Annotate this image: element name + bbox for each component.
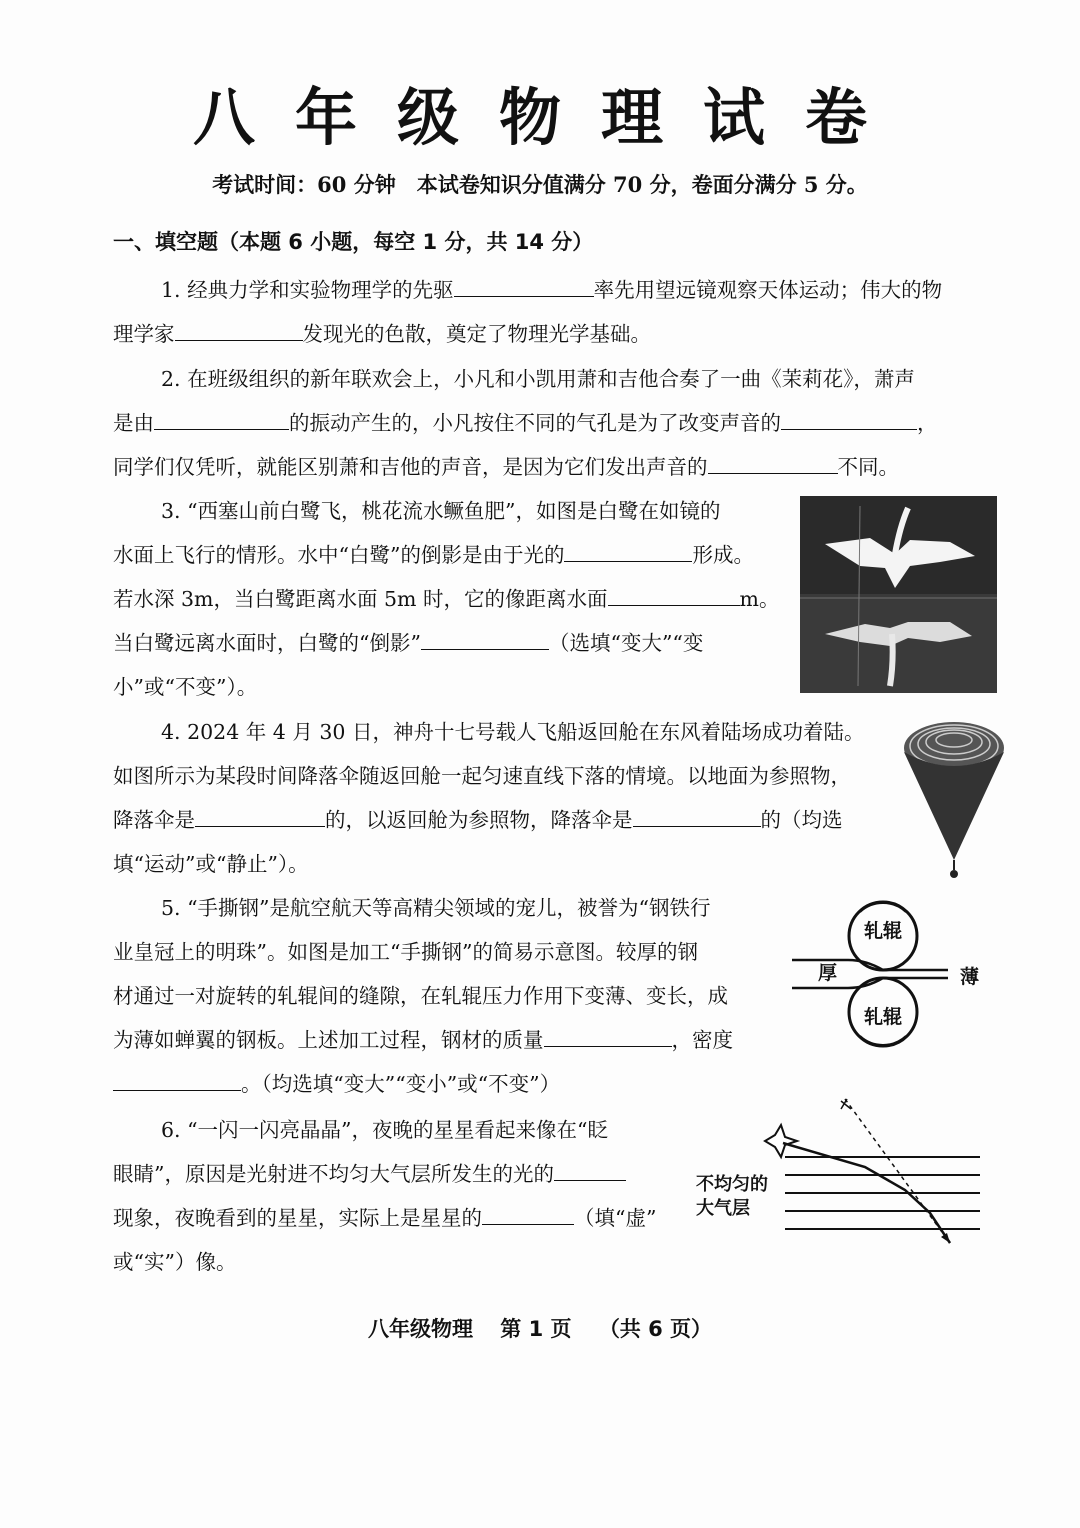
q6-text: （填“虚” <box>574 1206 657 1230</box>
exam-info: 考试时间：60 分钟 本试卷知识分值满分 70 分，卷面分满分 5 分。 <box>212 172 868 197</box>
egret-photo <box>800 496 997 693</box>
question-3 <box>113 489 779 709</box>
q6-text: 或“实”）像。 <box>113 1250 237 1274</box>
q3-text: 3. “西塞山前白鹭飞，桃花流水鳜鱼肥”，如图是白鹭在如镜的 <box>161 499 721 523</box>
q5-text: 。（均选填“变大”“变小”或“不变”） <box>241 1072 561 1096</box>
roller-bottom-label: 轧辊 <box>864 1006 903 1028</box>
q5-text: 为薄如蝉翼的钢板。上述加工过程，钢材的质量 <box>113 1028 544 1052</box>
answer-blank[interactable] <box>708 449 838 474</box>
footer-total: （共 6 页） <box>598 1317 713 1341</box>
answer-blank[interactable] <box>544 1022 672 1047</box>
q4-text: 填“运动”或“静止”）。 <box>113 852 309 876</box>
q3-text: 小”或“不变”）。 <box>113 675 258 699</box>
q1-text: 率先用望远镜观察天体运动；伟大的物 <box>593 278 943 302</box>
thick-label: 厚 <box>818 962 838 984</box>
answer-blank[interactable] <box>154 405 289 430</box>
answer-blank[interactable] <box>454 272 594 297</box>
footer-subject: 八年级物理 <box>367 1317 473 1341</box>
q3-text: 若水深 3m，当白鹭距离水面 5m 时，它的像距离水面 <box>113 587 608 611</box>
q3-text: （选填“变大”“变 <box>548 631 704 655</box>
footer-page: 第 1 页 <box>500 1317 572 1341</box>
page-title: 八年级物理试卷 <box>192 81 907 154</box>
roller-top-label: 轧辊 <box>864 920 903 942</box>
q5-text: 业皇冠上的明珠”。如图是加工“手撕钢”的简易示意图。较厚的钢 <box>113 940 698 964</box>
q2-text: ， <box>917 411 938 435</box>
q2-text: 的振动产生的，小凡按住不同的气孔是为了改变声音的 <box>289 411 781 435</box>
parachute-figure <box>898 718 1010 883</box>
section-heading: 一、填空题（本题 6 小题，每空 1 分，共 14 分） <box>113 230 594 254</box>
answer-blank[interactable] <box>113 1066 241 1091</box>
question-1 <box>113 268 942 356</box>
answer-blank[interactable] <box>781 405 917 430</box>
q1-text: 1. 经典力学和实验物理学的先驱 <box>161 278 454 302</box>
q6-text: 6. “一闪一闪亮晶晶”，夜晚的星星看起来像在“眨 <box>161 1118 609 1142</box>
q2-text: 不同。 <box>837 455 899 479</box>
q3-text: m。 <box>739 587 780 611</box>
question-2 <box>113 357 938 489</box>
page-footer <box>0 1313 1080 1343</box>
atmosphere-refraction-diagram <box>755 1095 985 1250</box>
answer-blank[interactable] <box>175 316 303 341</box>
answer-blank[interactable] <box>554 1156 626 1181</box>
answer-blank[interactable] <box>195 802 325 827</box>
q2-text: 同学们仅凭听，就能区别萧和吉他的声音，是因为它们发出声音的 <box>113 455 708 479</box>
q5-text: ，密度 <box>671 1028 733 1052</box>
atmosphere-label-2: 大气层 <box>696 1198 750 1219</box>
q5-text: 5. “手撕钢”是航空航天等高精尖领域的宠儿，被誉为“钢铁行 <box>161 896 711 920</box>
q4-text: 的（均选 <box>760 808 843 832</box>
answer-blank[interactable] <box>633 802 761 827</box>
thin-label: 薄 <box>960 966 980 988</box>
q4-text: 如图所示为某段时间降落伞随返回舱一起匀速直线下落的情境。以地面为参照物， <box>113 764 851 788</box>
q3-text: 形成。 <box>692 543 754 567</box>
question-4 <box>113 710 864 886</box>
question-6 <box>113 1108 656 1284</box>
answer-blank[interactable] <box>421 625 549 650</box>
answer-blank[interactable] <box>482 1200 574 1225</box>
q2-text: 是由 <box>113 411 154 435</box>
q1-text: 发现光的色散，奠定了物理光学基础。 <box>302 322 651 346</box>
q4-text: 降落伞是 <box>113 808 195 832</box>
atmosphere-label-1: 不均匀的 <box>696 1174 768 1195</box>
question-5 <box>113 886 733 1106</box>
q2-text: 2. 在班级组织的新年联欢会上，小凡和小凯用萧和吉他合奏了一曲《茉莉花》，萧声 <box>161 367 915 391</box>
q4-text: 的，以返回舱为参照物，降落伞是 <box>325 808 633 832</box>
answer-blank[interactable] <box>564 537 692 562</box>
q6-text: 现象，夜晚看到的星星，实际上是星星的 <box>113 1206 482 1230</box>
q3-text: 水面上飞行的情形。水中“白鹭”的倒影是由于光的 <box>113 543 565 567</box>
q4-text: 4. 2024 年 4 月 30 日，神舟十七号载人飞船返回舱在东风着陆场成功着陆。 <box>161 720 865 744</box>
q5-text: 材通过一对旋转的轧辊间的缝隙，在轧辊压力作用下变薄、变长，成 <box>113 984 728 1008</box>
q3-text: 当白鹭远离水面时，白鹭的“倒影” <box>113 631 421 655</box>
q1-text: 理学家 <box>113 322 175 346</box>
q6-text: 眼睛”，原因是光射进不均匀大气层所发生的光的 <box>113 1162 554 1186</box>
answer-blank[interactable] <box>608 581 740 606</box>
